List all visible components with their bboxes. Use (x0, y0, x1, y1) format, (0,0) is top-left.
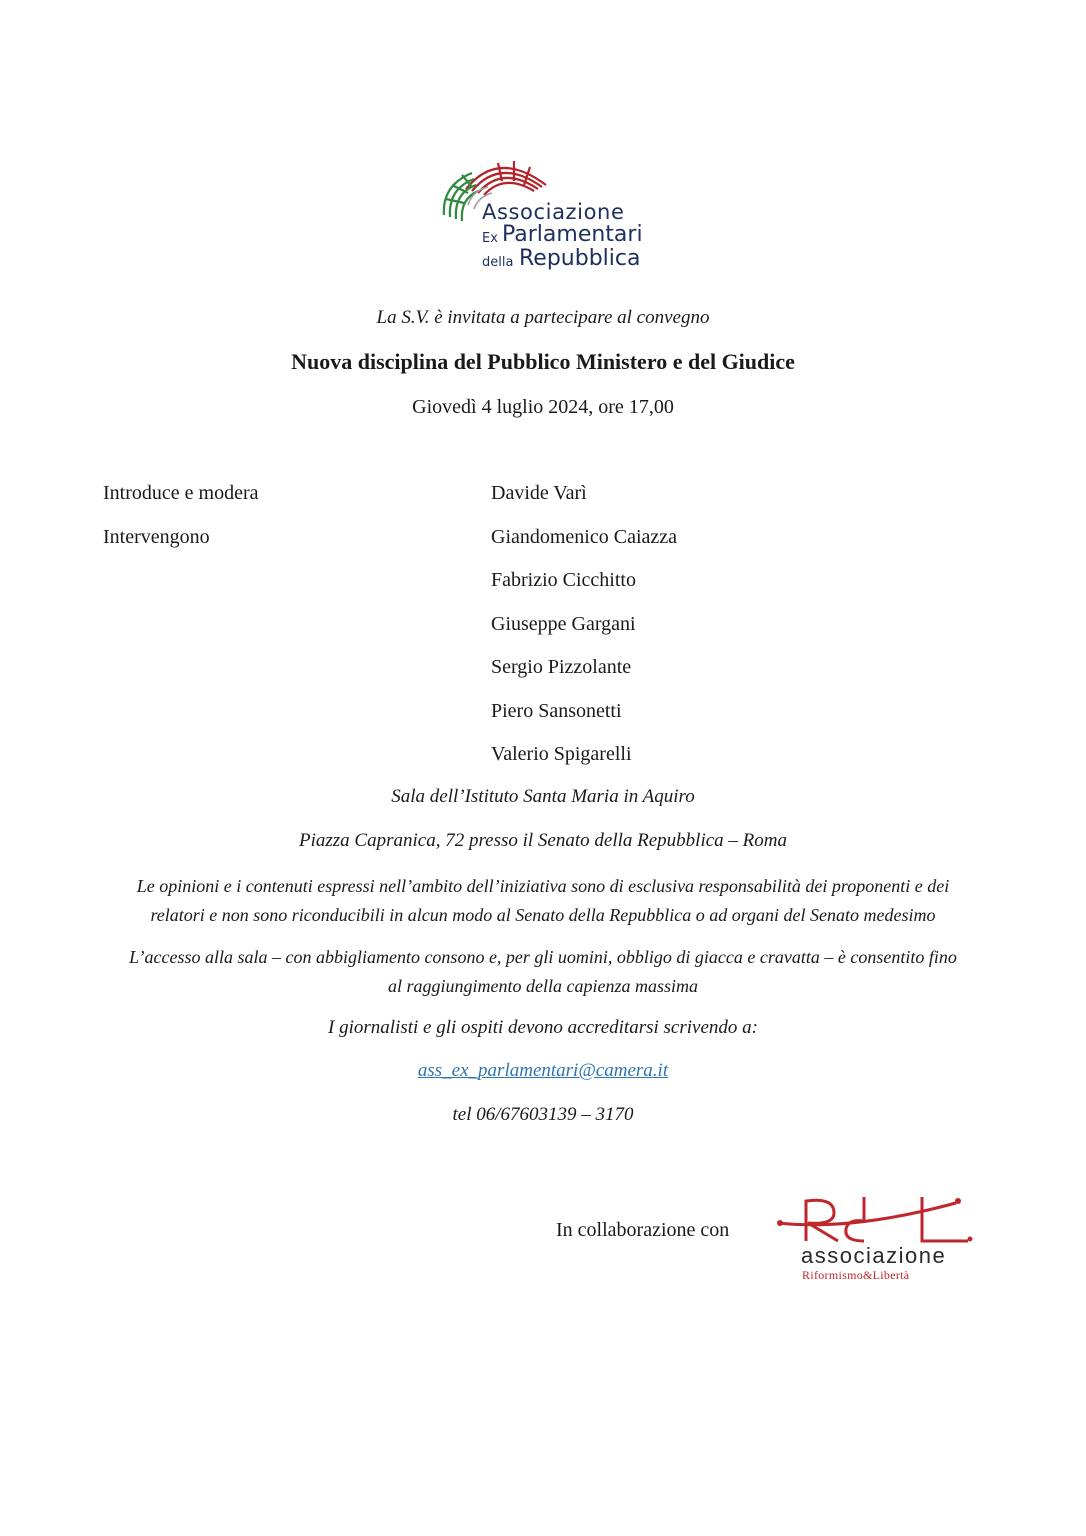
speaker-name: Giandomenico Caiazza (491, 526, 678, 548)
logo-word-parlamentari: Parlamentari (502, 222, 643, 247)
logo-word-associazione: Associazione (482, 200, 625, 224)
venue-room: Sala dell’Istituto Santa Maria in Aquiro (391, 786, 695, 807)
moderator-label: Introduce e modera (103, 482, 259, 504)
speaker-name: Piero Sansonetti (491, 700, 622, 722)
rdl-monogram-icon (772, 1191, 982, 1251)
invitation-intro: La S.V. è invitata a partecipare al convegno (376, 307, 710, 328)
logo-word-repubblica: Repubblica (519, 246, 641, 271)
access-line-1: L’accesso alla sala – con abbigliamento consono e, per gli uomini, obbligo di giacca e cravatta – è consentito fino (129, 947, 957, 967)
collaboration-label: In collaborazione con (556, 1219, 730, 1241)
venue-address: Piazza Capranica, 72 presso il Senato della Repubblica – Roma (299, 830, 787, 851)
email-row (0, 1060, 1086, 1082)
conference-date: Giovedì 4 luglio 2024, ore 17,00 (412, 396, 674, 418)
phone-number: tel 06/67603139 – 3170 (452, 1104, 634, 1125)
access-line-2: al raggiungimento della capienza massima (388, 976, 698, 996)
association-logo (438, 155, 653, 277)
speaker-name: Giuseppe Gargani (491, 613, 636, 635)
rdl-association-logo (772, 1191, 982, 1286)
moderator-name: Davide Varì (491, 482, 587, 504)
speaker-name: Valerio Spigarelli (491, 743, 632, 765)
speaker-name: Fabrizio Cicchitto (491, 569, 636, 591)
disclaimer-line-1: Le opinioni e i contenuti espressi nell’ambito dell’iniziativa sono di esclusiva responsabilità dei proponenti e dei (136, 876, 950, 896)
logo-word-della: della (482, 255, 514, 270)
rdl-logo-text: associazione (801, 1243, 947, 1268)
rdl-logo-subtitle: Riformismo&Libertà (802, 1268, 910, 1282)
speaker-name: Sergio Pizzolante (491, 656, 632, 678)
speakers-label: Intervengono (103, 526, 210, 548)
conference-title: Nuova disciplina del Pubblico Ministero e del Giudice (291, 349, 795, 374)
disclaimer-line-2: relatori e non sono riconducibili in alcun modo al Senato della Repubblica o ad organi del Senato medesimo (150, 905, 936, 925)
email-link[interactable]: ass_ex_parlamentari@camera.it (417, 1060, 669, 1081)
accreditation-text: I giornalisti e gli ospiti devono accreditarsi scrivendo a: (328, 1017, 758, 1038)
logo-word-ex: Ex (482, 231, 498, 246)
